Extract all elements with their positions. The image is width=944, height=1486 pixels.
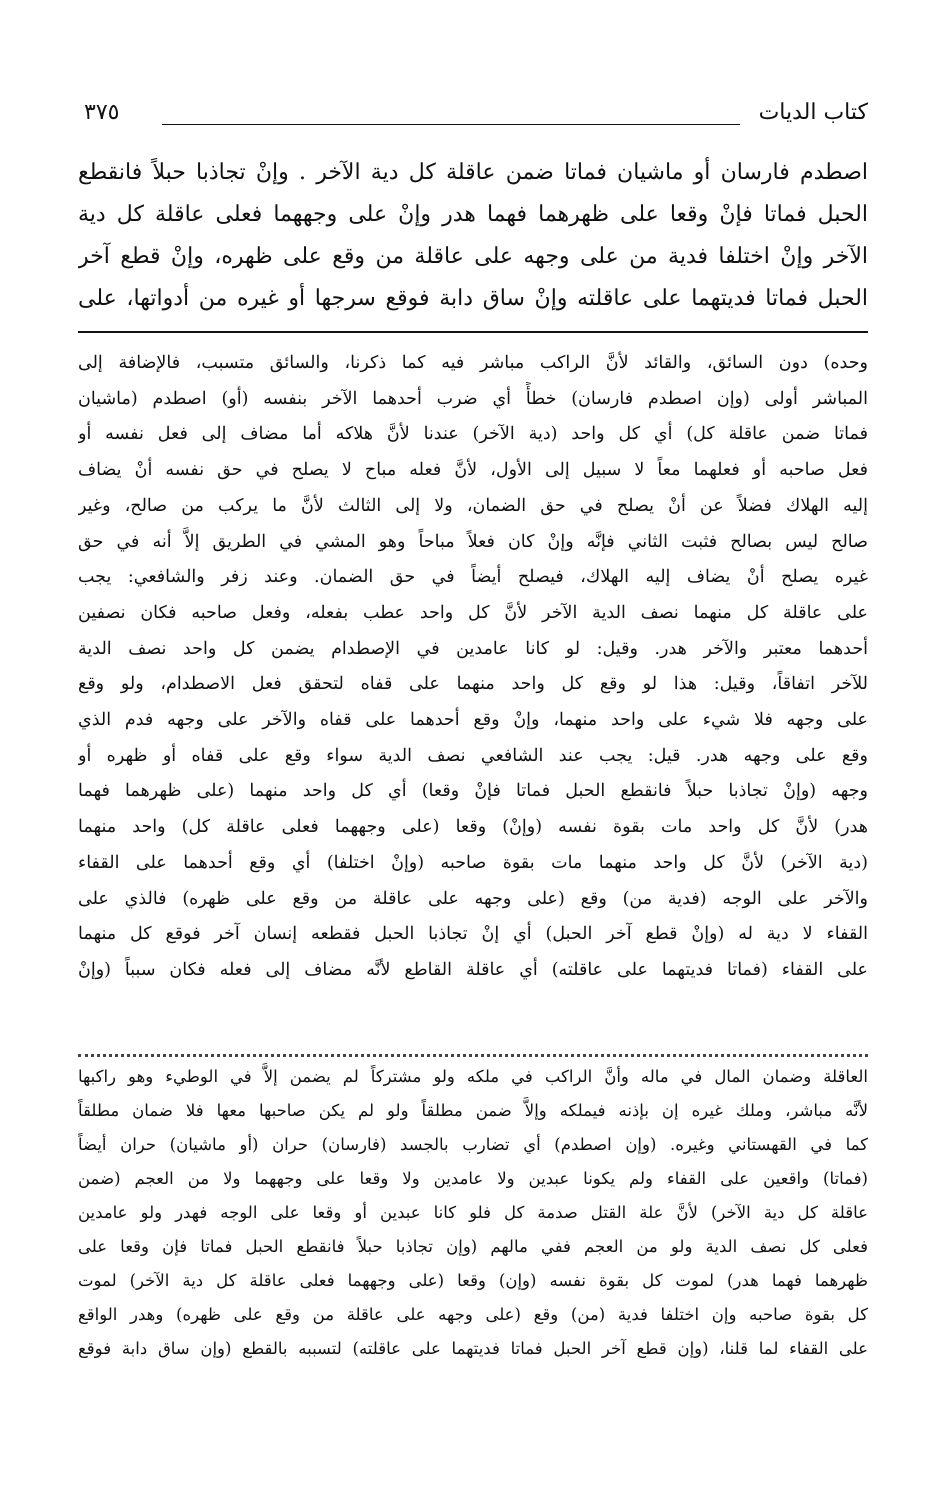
page-header xyxy=(78,98,868,132)
sharh-line: فماتا ضمن عاقلة كل) أي كل واحد (دية الآخر) عندنا لأنَّ هلاكه أما مضاف إلى فعل نفسه أو xyxy=(78,424,868,445)
hashiya-line: كما في القهستاني وغيره. (وإن اصطدم) أي تضارب بالجسد (فارسان) حران (أو ماشيان) حران أيضاً xyxy=(78,1135,868,1154)
sharh-line: للآخر اتفاقاً، وقيل: هذا لو وقع كل واحد منهما على قفاه لتحقق فعل الاصطدام، ولو وقع xyxy=(78,674,868,695)
footnote-separator xyxy=(78,1054,868,1057)
sharh-line: فعل صاحبه أو فعلهما معاً لا سبيل إلى الأول، لأنَّ فعله مباح لا يصلح في حق نفسه أنْ يضاف xyxy=(78,460,868,481)
sharh-line: على القفاء (فماتا فديتهما على عاقلته) أي عاقلة القاطع لأنَّه مضاف إلى فعله فكان سبباً (وإنْ xyxy=(78,959,868,980)
hashiya-line: (فماتا) واقعين على القفاء ولم يكونا عبدين ولا عامدين ولا وقعا على وجههما ولا من العجم (ضمن xyxy=(78,1169,868,1188)
hashiya-line: كل بقوة صاحبه وإن اختلفا فدية (من) وقع (على وجهه على عاقلة من وقع على ظهره) وهدر الواقع xyxy=(78,1305,868,1324)
sharh-line: (دية الآخر) لأنَّ كل واحد منهما مات بقوة صاحبه (وإنْ اختلفا) أي وقع أحدهما على القفاء xyxy=(78,852,868,873)
sharh-commentary xyxy=(78,346,868,989)
sharh-line: المباشر أولى (وإن اصطدم فارسان) خطأً أي ضرب أحدهما الآخر بنفسه (أو) اصطدم (ماشيان xyxy=(78,388,868,409)
page-number: ٣٧٥ xyxy=(84,100,120,125)
sharh-line: غيره يصلح أنْ يضاف إليه الهلاك، فيصلح أيضاً في حق الضمان. وعند زفر والشافعي: يجب xyxy=(78,567,868,588)
running-title: كتاب الديات xyxy=(758,100,868,125)
sharh-line: وقع على وجهه هدر. قيل: يجب عند الشافعي نصف الدية سواء وقع على قفاه أو ظهره أو xyxy=(78,745,868,766)
sharh-line: صالح ليس بصالح فثبت الثاني فإنَّه وإنْ كان فعلاً مباحاً وهو المشي في الطريق إلاَّ أنه في حق xyxy=(78,531,868,552)
matn-line: الحبل فماتا فإنْ وقعا على ظهرهما فهما هدر وإنْ على وجههما فعلى عاقلة كل دية xyxy=(78,202,868,227)
matn-line: الآخر وإنْ اختلفا فدية من على وجهه على عاقلة من وقع على ظهره، وإنْ قطع آخر xyxy=(78,244,868,269)
hashiya-line: فعلى كل نصف الدية ولو من العجم ففي مالهم (وإن تجاذبا حبلاً فانقطع الحبل فماتا فإن وقعا على xyxy=(78,1237,868,1256)
sharh-line: على عاقلة كل منهما نصف الدية الآخر لأنَّ كل واحد عطب بفعله، وفعل صاحبه فكان نصفين xyxy=(78,602,868,623)
header-rule xyxy=(162,124,740,125)
matn-line: الحبل فماتا فديتهما على عاقلته وإنْ ساق دابة فوقع سرجها أو غيره من أدواتها، على xyxy=(78,286,868,311)
sharh-line: على وجهه فلا شيء على واحد منهما، وإنْ وقع أحدهما على قفاه والآخر على وجهه فدم الذي xyxy=(78,710,868,731)
hashiya-line: لأنَّه مباشر، وملك غيره إن بإذنه فيملكه وإلاَّ ضمن مطلقاً ولو لم يكن صاحبها معها فلا ضمان مطلقاً xyxy=(78,1101,868,1120)
sharh-line: هدر) لأنَّ كل واحد مات بقوة نفسه (وإنْ) وقعا (على وجههما فعلى عاقلة كل) واحد منهما xyxy=(78,817,868,838)
sharh-line: وحده) دون السائق، والقائد لأنَّ الراكب مباشر فيه كما ذكرنا، والسائق متسبب، فالإضافة إلى xyxy=(78,353,868,373)
hashiya-footnotes xyxy=(78,1060,868,1366)
sharh-line: إليه الهلاك فضلاً عن أنْ يصلح في حق الضمان، ولا إلى الثالث لأنَّ ما يركب من صالح، وغير xyxy=(78,495,868,516)
sharh-line: والآخر على الوجه (فدية من) وقع (على وجهه على عاقلة من وقع على ظهره) فالذي على xyxy=(78,888,868,909)
sharh-line: القفاء لا دية له (وإنْ قطع آخر الحبل) أي إنْ تجاذبا الحبل فقطعه إنسان آخر فوقع كل منهما xyxy=(78,924,868,945)
sharh-line: أحدهما معتبر والآخر هدر. وقيل: لو كانا عامدين في الإصطدام يضمن كل واحد نصف الدية xyxy=(78,638,868,659)
matn-text xyxy=(78,152,868,320)
hashiya-line: عاقلة كل دية الآخر) لأنَّ علة القتل صدمة كل فلو كانا عبدين أو وقعا على الوجه فهدر ولو عامدين xyxy=(78,1203,868,1222)
hashiya-line: ظهرهما فهما هدر) لموت كل بقوة نفسه (وإن) وقعا (على وجههما فعلى عاقلة كل دية الآخر) لموت xyxy=(78,1271,868,1290)
sharh-line: وجهه (وإنْ تجاذبا حبلاً فانقطع الحبل فماتا فإنْ وقعا) أي كل واحد منهما (على ظهرهما فهما xyxy=(78,781,868,802)
matn-separator xyxy=(78,331,868,333)
hashiya-line: على القفاء لما قلنا، (وإن قطع آخر الحبل فماتا فديتهما على عاقلته) لتسببه بالقطع (وإن ساق دابة فوقع xyxy=(78,1339,868,1358)
hashiya-line: العاقلة وضمان المال في ماله وأنَّ الراكب في ملكه ولو مشتركاً لم يضمن إلاَّ في الوطيء وهو راكبها xyxy=(78,1067,868,1086)
matn-line: اصطدم فارسان أو ماشيان فماتا ضمن عاقلة كل دية الآخر . وإنْ تجاذبا حبلاً فانقطع xyxy=(78,160,868,185)
